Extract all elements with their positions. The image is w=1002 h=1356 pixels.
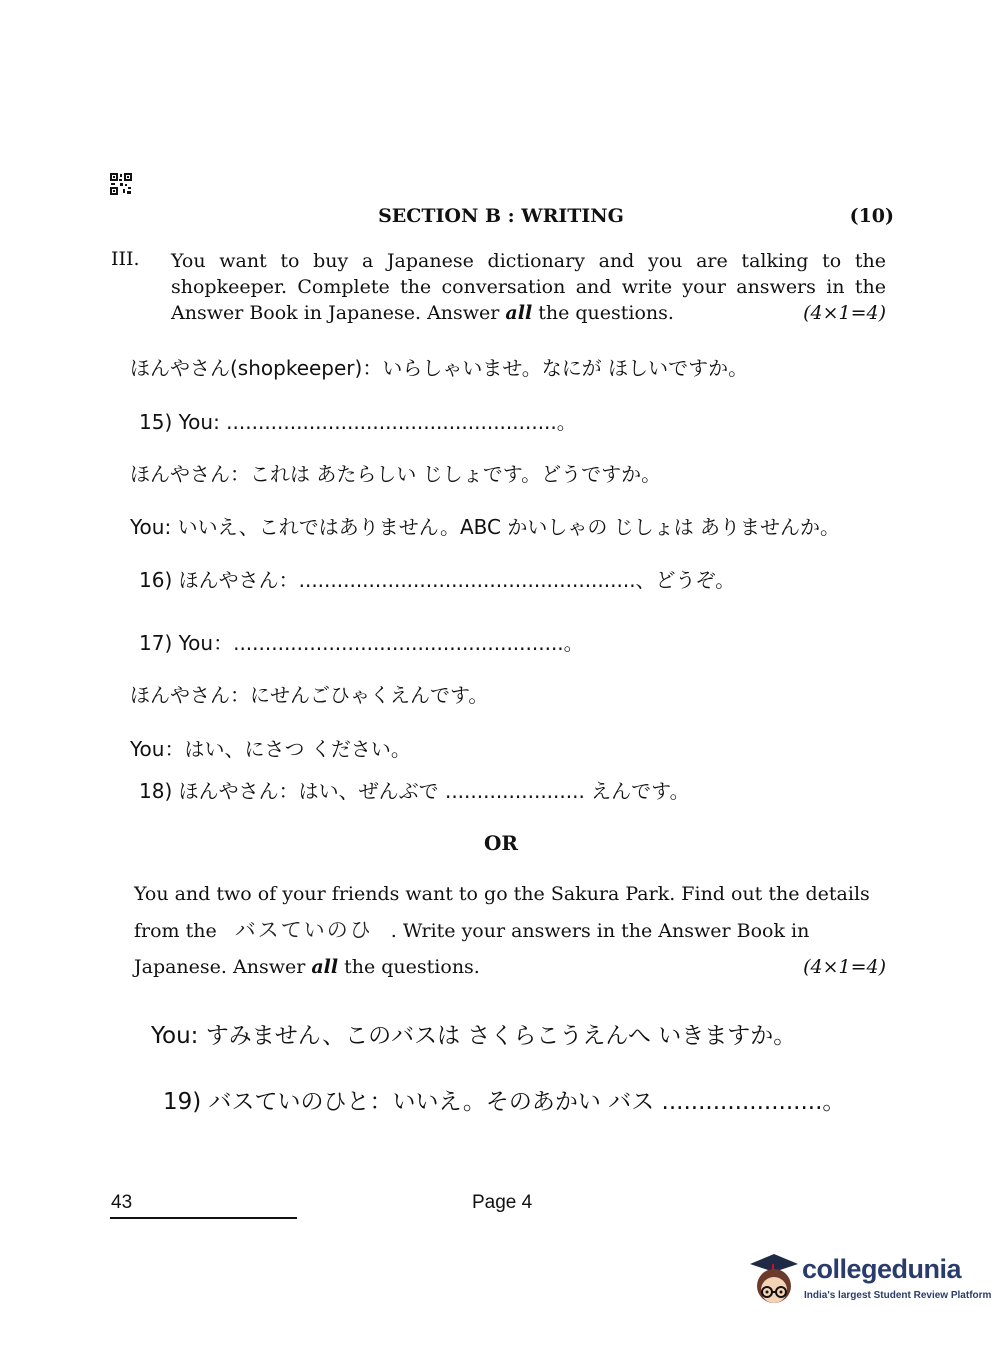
alt-dialogue-q19: 19) バスていのひと：いいえ。そのあかい バス ......................。 [163, 1089, 846, 1115]
alt-marks: (4×1=4) [803, 956, 886, 978]
dialogue-line-shopkeeper-2: ほんやさん：これは あたらしい じしょです。どうですか。 [130, 462, 662, 486]
page-number: Page 4 [472, 1192, 533, 1213]
alt-emphasis: all [311, 956, 339, 978]
dialogue-line-q15: 15) You: ....................................................。 [139, 410, 577, 434]
footer-number: 43 [111, 1192, 133, 1213]
question-instruction [171, 248, 886, 326]
collegedunia-logo [742, 1250, 992, 1312]
or-label: OR [483, 831, 519, 855]
instruction-emphasis: all [505, 302, 533, 324]
dialogue-line-q17: 17) You：....................................................。 [139, 631, 584, 655]
logo-name: collegedunia [802, 1254, 962, 1284]
alt-line-2 [134, 912, 886, 949]
dialogue-line-q18: 18) ほんやさん：はい、ぜんぶで ...................... えんです。 [139, 779, 690, 803]
dialogue-line-you-2: You：はい、にさつ ください。 [130, 737, 411, 761]
instruction-text: You want to buy a Japanese dictionary and you are talking to the shopkeeper. Complete the conversation and write your answers in the Answer Book in Japanese. Answer [171, 250, 886, 324]
alt-line-2-rest: . Write your answers in the Answer Book in [390, 920, 810, 942]
alt-line-3 [134, 949, 886, 985]
alt-line-1: You and two of your friends want to go the Sakura Park. Find out the details [134, 883, 870, 905]
qr-code-icon [109, 172, 133, 196]
alt-jp-word: バスていのひ [234, 918, 373, 942]
alt-line-3-text: Japanese. Answer [134, 956, 312, 978]
alt-dialogue-you: You: すみません、このバスは さくらこうえんへ いきますか。 [151, 1023, 797, 1049]
alt-from: from the [134, 920, 217, 942]
question-number: III. [111, 248, 140, 270]
section-title: SECTION B : WRITING [378, 205, 624, 227]
logo-tagline: India's largest Student Review Platform [804, 1290, 992, 1301]
dialogue-line-q16: 16) ほんやさん：.....................................................、どうぞ。 [139, 568, 736, 592]
mascot-icon [742, 1250, 802, 1312]
dialogue-line-shopkeeper-1: ほんやさん(shopkeeper)：いらしゃいませ。なにが ほしいですか。 [130, 356, 749, 380]
alt-line-3-end: the questions. [338, 956, 480, 978]
footer-underline [110, 1217, 297, 1219]
question-marks: (4×1=4) [803, 302, 886, 324]
section-marks: (10) [849, 205, 894, 227]
dialogue-line-you-1: You: いいえ、これではありません。ABC かいしゃの じしょは ありませんか。 [130, 515, 841, 539]
dialogue-line-shopkeeper-3: ほんやさん：にせんごひゃくえんです。 [130, 683, 489, 707]
alternative-instruction [134, 876, 886, 985]
instruction-text-end: the questions. [532, 302, 674, 324]
